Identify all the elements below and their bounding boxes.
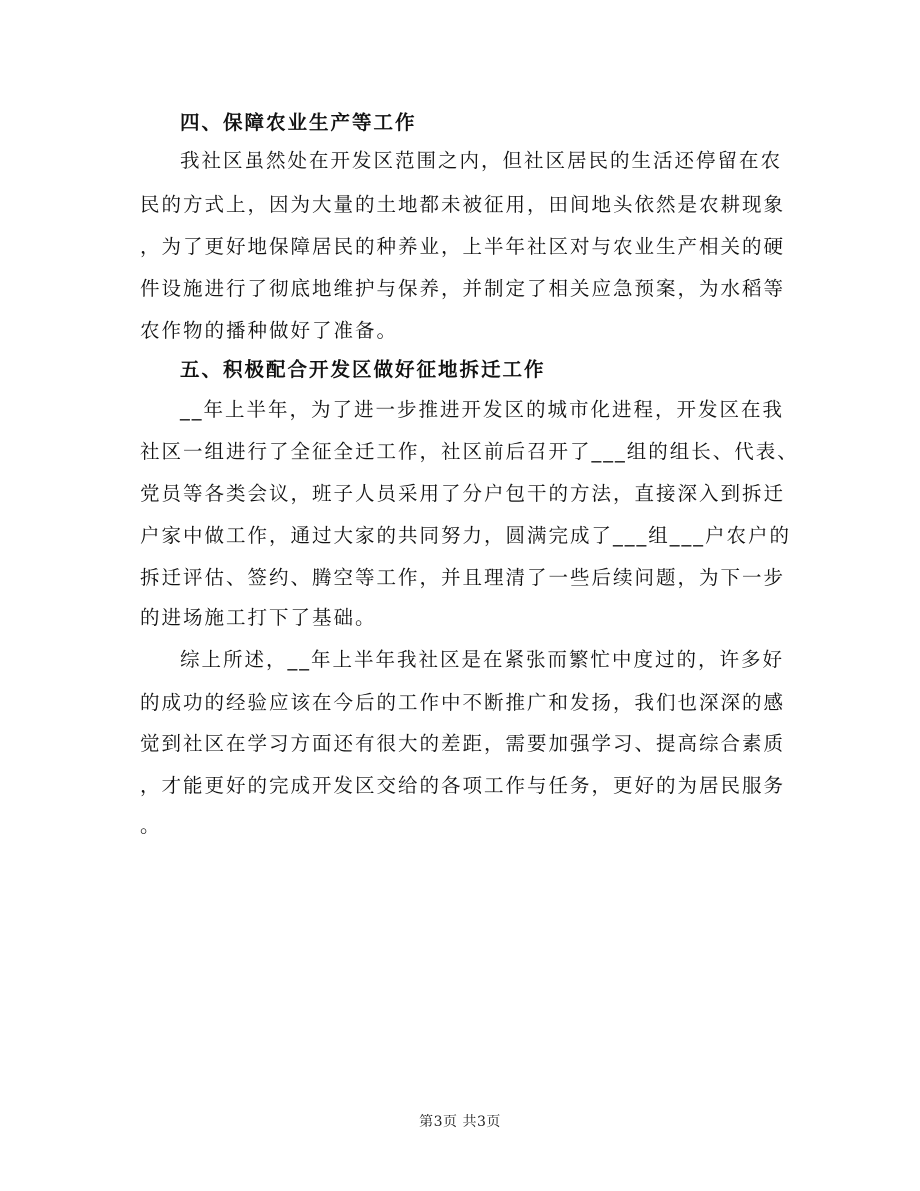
section4-line-3: ，为了更好地保障居民的种养业，上半年社区对与农业生产相关的硬 xyxy=(140,235,786,258)
section5-line-3: 党员等各类会议，班子人员采用了分户包干的方法，直接深入到拆迁 xyxy=(140,482,786,505)
summary-line-5: 。 xyxy=(140,814,162,837)
summary-line-1: 综上所述，__年上半年我社区是在紧张而繁忙中度过的，许多好 xyxy=(180,648,785,671)
summary-line-4: ，才能更好的完成开发区交给的各项工作与任务，更好的为居民服务 xyxy=(140,774,786,797)
section5-line-5: 拆迁评估、签约、腾空等工作，并且理清了一些后续问题，为下一步 xyxy=(140,566,786,589)
summary-line-3: 觉到社区在学习方面还有很大的差距，需要加强学习、提高综合素质 xyxy=(140,732,786,755)
section5-line-2: 社区一组进行了全征全迁工作，社区前后召开了___组的组长、代表、 xyxy=(140,440,799,463)
section4-line-5: 农作物的播种做好了准备。 xyxy=(140,319,399,342)
page-number-footer: 第3页 共3页 xyxy=(419,1114,501,1130)
section5-line-4: 户家中做工作，通过大家的共同努力，圆满完成了___组___户农户的 xyxy=(140,524,792,547)
section4-line-4: 件设施进行了彻底地维护与保养，并制定了相关应急预案，为水稻等 xyxy=(140,277,786,300)
section4-heading: 四、保障农业生产等工作 xyxy=(180,111,417,134)
section5-line-6: 的进场施工打下了基础。 xyxy=(140,606,377,629)
section5-line-1: __年上半年，为了进一步推进开发区的城市化进程，开发区在我 xyxy=(180,398,785,421)
section4-line-1: 我社区虽然处在开发区范围之内，但社区居民的生活还停留在农 xyxy=(180,149,783,172)
section5-heading: 五、积极配合开发区做好征地拆迁工作 xyxy=(180,358,546,381)
summary-line-2: 的成功的经验应该在今后的工作中不断推广和发扬，我们也深深的感 xyxy=(140,691,786,714)
section4-line-2: 民的方式上，因为大量的土地都未被征用，田间地头依然是农耕现象 xyxy=(140,193,786,216)
